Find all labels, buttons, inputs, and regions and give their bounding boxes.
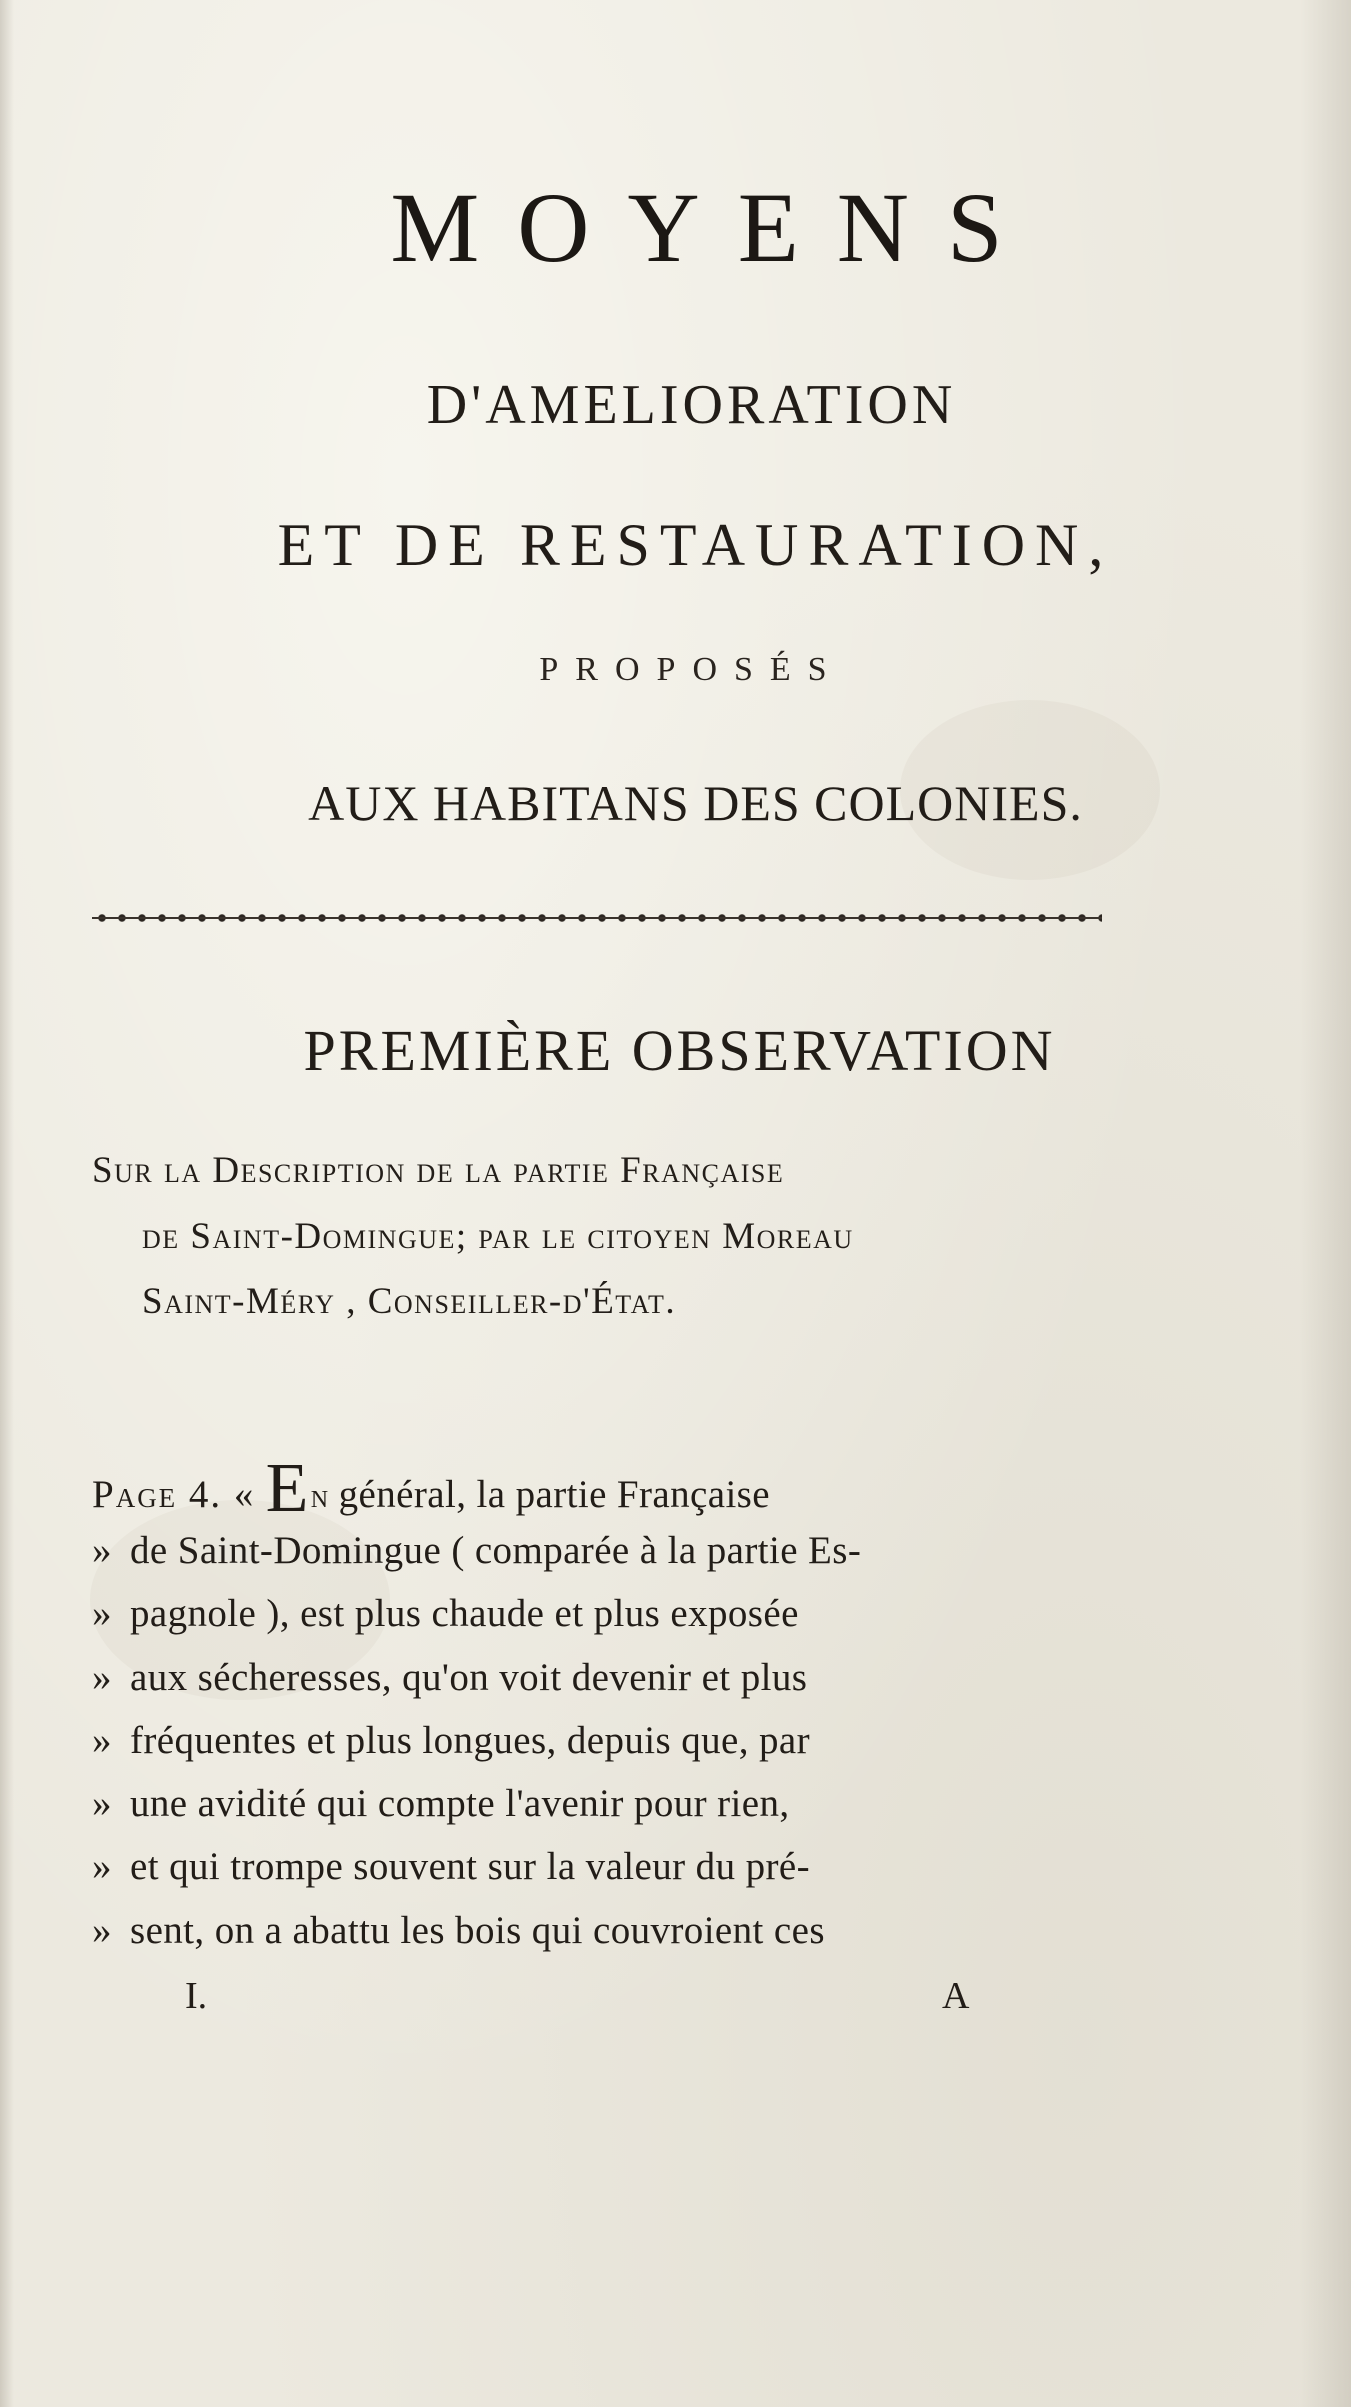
page-edge-shadow: [0, 0, 14, 2407]
gathering-letter: A: [942, 1975, 970, 2017]
title: MOYENS: [390, 172, 1041, 283]
subtitle-line-1: D'AMELIORATION: [426, 374, 957, 436]
observation-heading: PREMIÈRE OBSERVATION: [303, 1018, 1056, 1083]
body-line-7: [92, 1841, 810, 1893]
sur-line-1: Sur la Description de la partie Française: [92, 1150, 785, 1191]
quote-mark: »: [92, 1845, 112, 1888]
quote-mark: »: [92, 1719, 112, 1762]
quote-mark: »: [92, 1592, 112, 1635]
sur-line-2: de Saint-Domingue; par le citoyen Moreau: [142, 1216, 854, 1257]
body-line-text: une avidité qui compte l'avenir pour rien,: [130, 1782, 790, 1825]
subtitle-line-3: PROPOSÉS: [539, 651, 844, 688]
body-line-4: [92, 1652, 807, 1704]
drop-cap-rest: n: [310, 1478, 329, 1515]
signature-mark: I.: [185, 1975, 208, 2017]
body-line-1-text: général, la partie Française: [338, 1473, 770, 1516]
body-line-text: fréquentes et plus longues, depuis que, par: [130, 1719, 811, 1762]
quote-mark: »: [92, 1909, 112, 1952]
drop-cap: E: [265, 1450, 309, 1527]
body-line-text: sent, on a abattu les bois qui couvroient ces: [130, 1909, 825, 1952]
sur-line-3: Saint-Méry , Conseiller-d'État.: [142, 1281, 677, 1322]
ornament-rule-line: [92, 917, 1102, 919]
body-line-text: et qui trompe souvent sur la valeur du pré-: [130, 1845, 811, 1888]
body-line-3: [92, 1588, 799, 1640]
body-line-6: [92, 1778, 790, 1830]
page-reference: Page 4. «: [92, 1473, 256, 1516]
body-line-text: aux sécheresses, qu'on voit devenir et plus: [130, 1656, 808, 1699]
quote-mark: »: [92, 1782, 112, 1825]
binding-shadow: [1300, 0, 1351, 2407]
body-line-1: [92, 1450, 770, 1527]
body-line-2: [92, 1525, 861, 1577]
body-line-5: [92, 1715, 810, 1767]
subtitle-line-4: AUX HABITANS DES COLONIES.: [308, 775, 1083, 831]
body-line-8: [92, 1905, 825, 1957]
body-line-text: pagnole ), est plus chaude et plus exposée: [130, 1592, 799, 1635]
body-line-text: de Saint-Domingue ( comparée à la partie Es-: [130, 1529, 862, 1572]
quote-mark: »: [92, 1656, 112, 1699]
subtitle-line-2: ET DE RESTAURATION,: [277, 512, 1114, 578]
quote-mark: »: [92, 1529, 112, 1572]
